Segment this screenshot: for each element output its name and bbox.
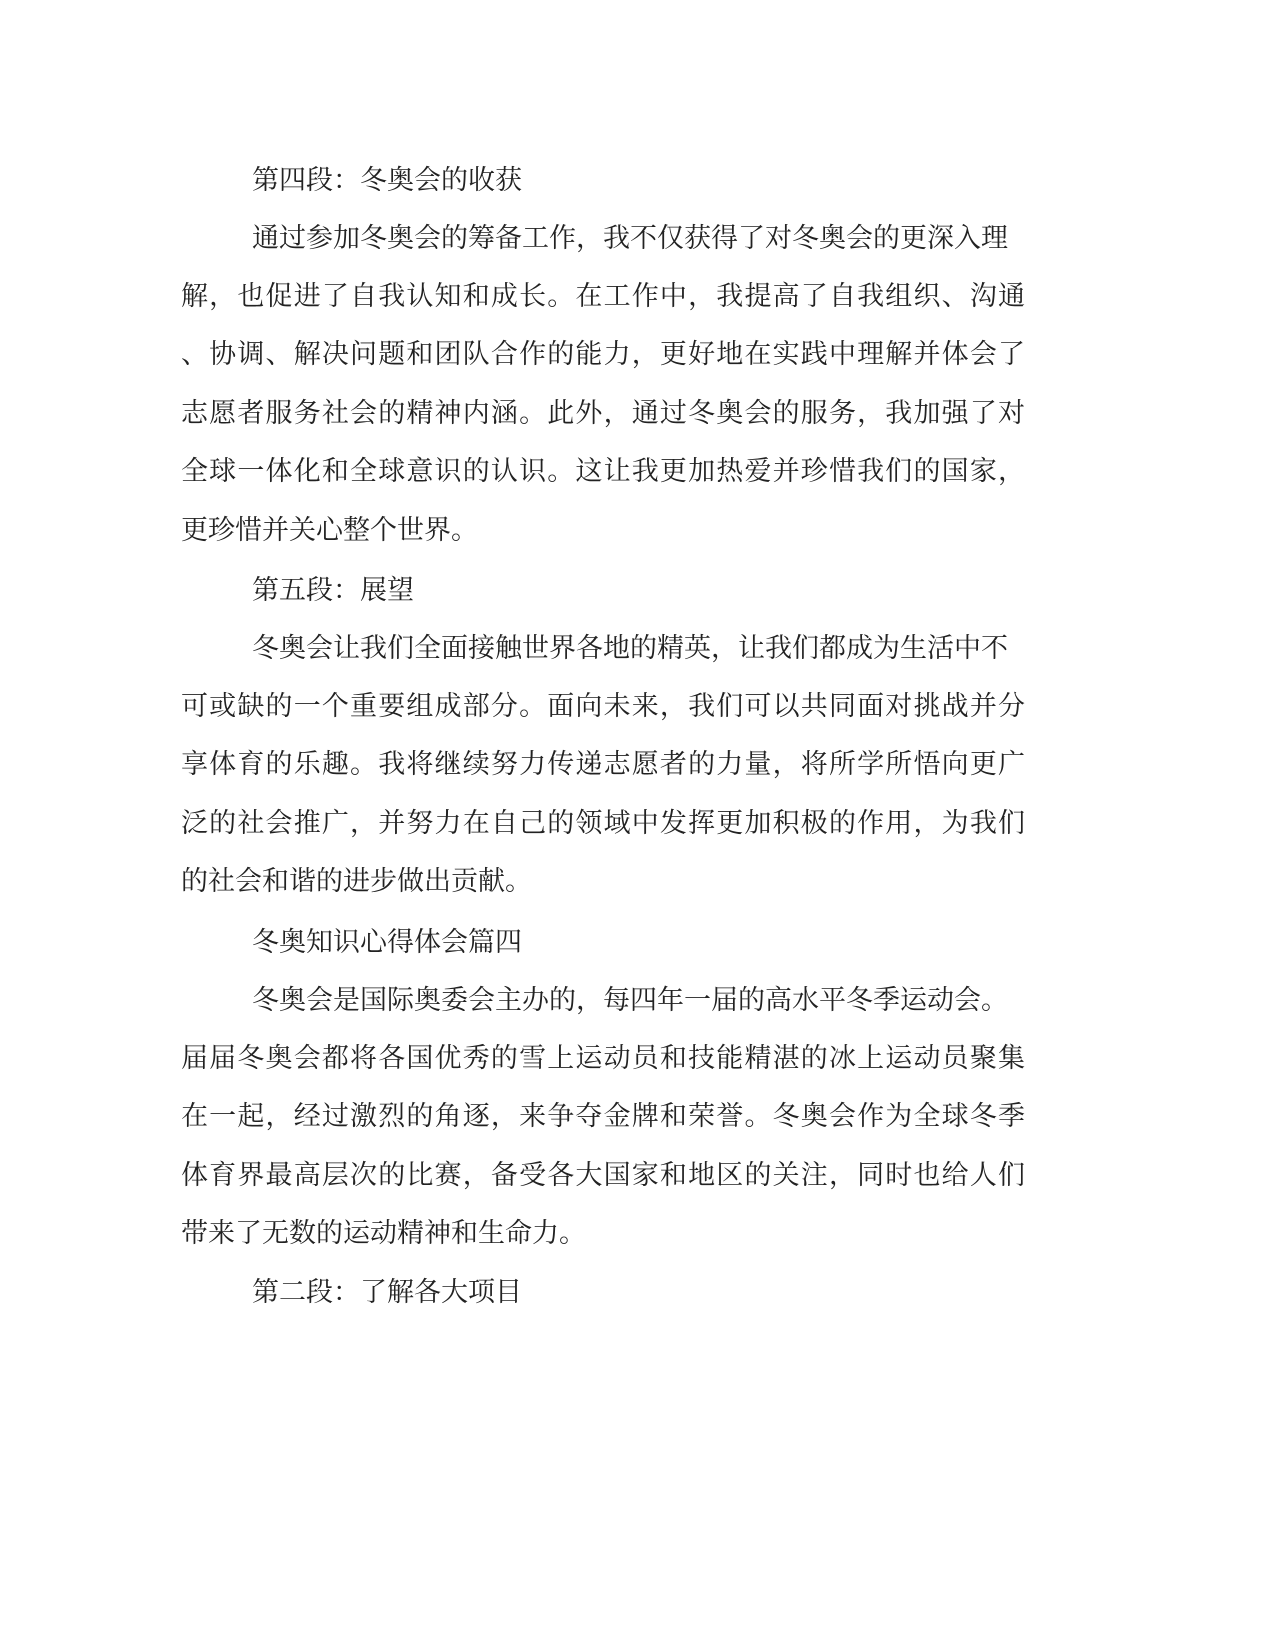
section-heading: 第五段：展望 <box>252 575 414 606</box>
paragraph-line: 冬奥会让我们全面接触世界各地的精英，让我们都成为生活中不 <box>252 633 1008 664</box>
paragraph-line: 可或缺的一个重要组成部分。面向未来，我们可以共同面对挑战并分 <box>181 691 1025 722</box>
section-heading: 冬奥知识心得体会篇四 <box>252 927 522 958</box>
paragraph-line: 更珍惜并关心整个世界。 <box>181 515 478 546</box>
section-heading: 第二段：了解各大项目 <box>252 1277 522 1308</box>
paragraph-line: 泛的社会推广，并努力在自己的领域中发挥更加积极的作用，为我们 <box>181 808 1025 839</box>
paragraph-line: 享体育的乐趣。我将继续努力传递志愿者的力量，将所学所悟向更广 <box>181 749 1025 780</box>
paragraph-line: 通过参加冬奥会的筹备工作，我不仅获得了对冬奥会的更深入理 <box>252 223 1008 254</box>
paragraph-line: 在一起，经过激烈的角逐，来争夺金牌和荣誉。冬奥会作为全球冬季 <box>181 1101 1025 1132</box>
paragraph-line: 带来了无数的运动精神和生命力。 <box>181 1218 586 1249</box>
section-heading: 第四段：冬奥会的收获 <box>252 165 522 196</box>
paragraph-line: 体育界最高层次的比赛，备受各大国家和地区的关注，同时也给人们 <box>181 1160 1025 1191</box>
paragraph-line: 解，也促进了自我认知和成长。在工作中，我提高了自我组织、沟通 <box>181 281 1025 312</box>
paragraph-line: 、协调、解决问题和团队合作的能力，更好地在实践中理解并体会了 <box>181 339 1025 370</box>
paragraph-line: 的社会和谐的进步做出贡献。 <box>181 866 532 897</box>
paragraph-line: 全球一体化和全球意识的认识。这让我更加热爱并珍惜我们的国家， <box>181 456 1025 487</box>
paragraph-line: 届届冬奥会都将各国优秀的雪上运动员和技能精湛的冰上运动员聚集 <box>181 1043 1025 1074</box>
paragraph-line: 冬奥会是国际奥委会主办的，每四年一届的高水平冬季运动会。 <box>252 985 1008 1016</box>
paragraph-line: 志愿者服务社会的精神内涵。此外，通过冬奥会的服务，我加强了对 <box>181 398 1025 429</box>
